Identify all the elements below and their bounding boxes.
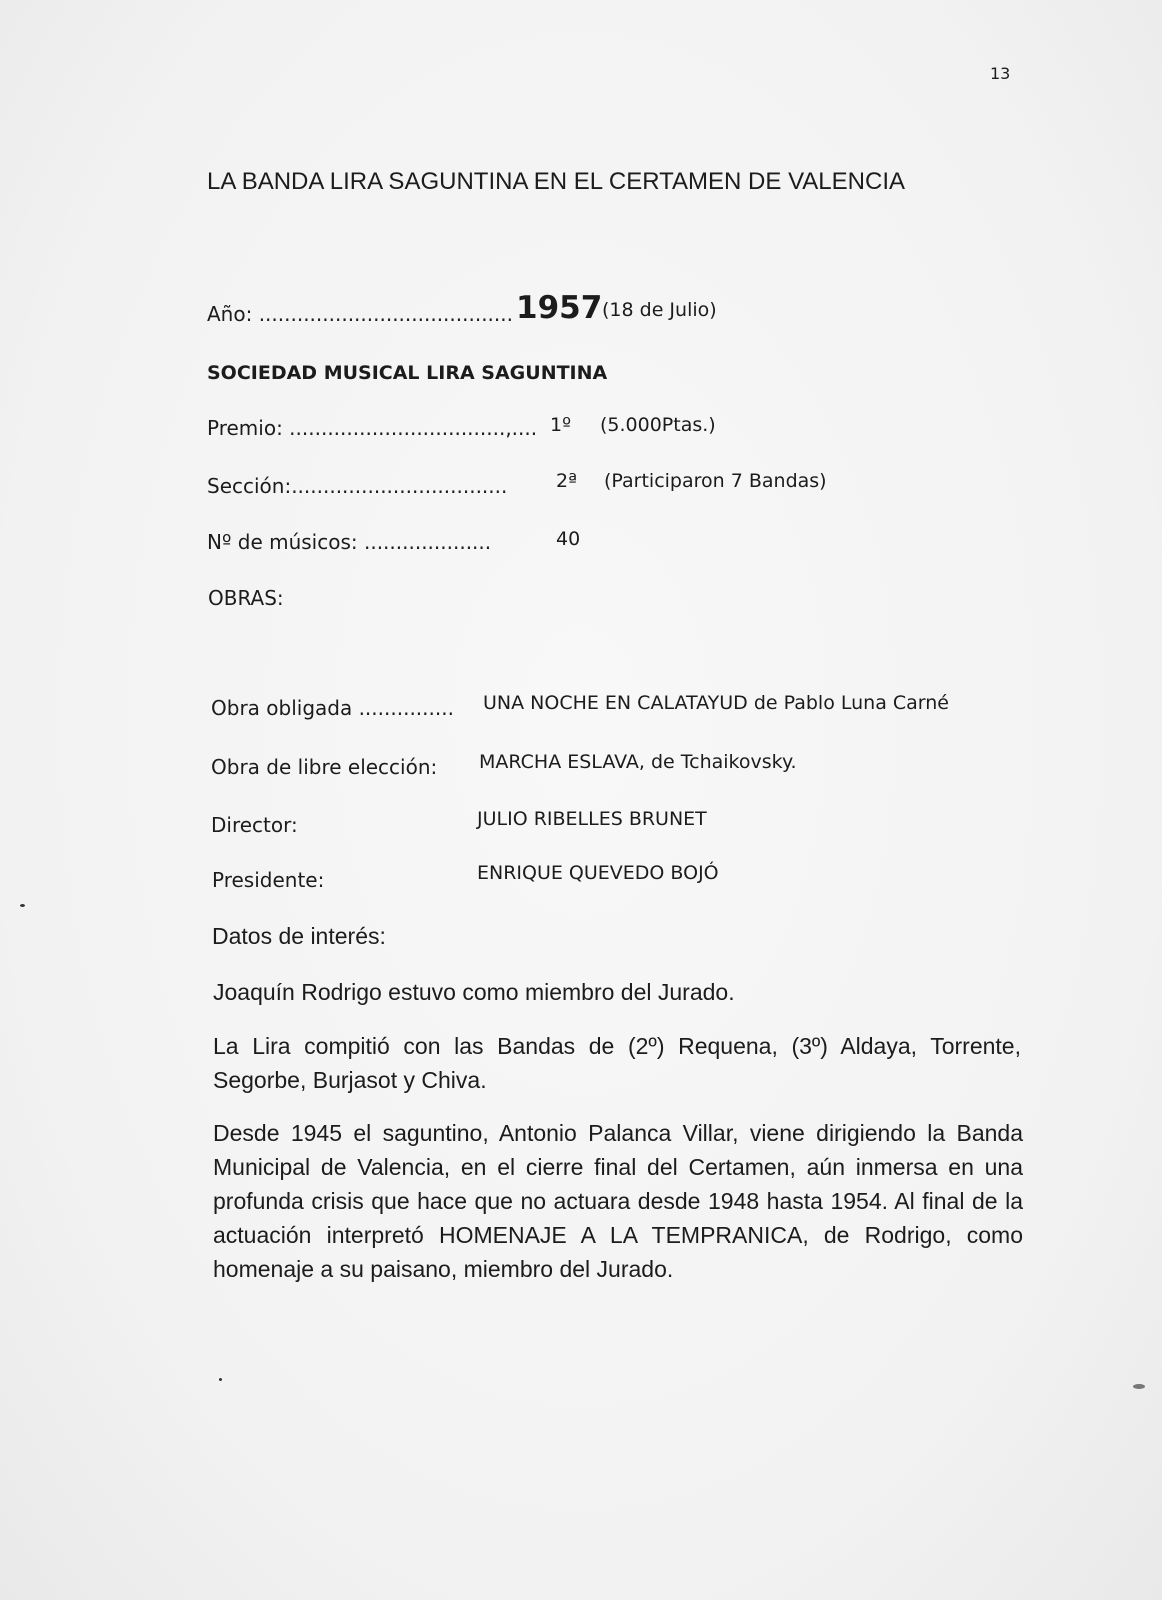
premio-value: 1º: [550, 414, 572, 436]
year-value: 1957: [516, 290, 603, 326]
musicos-label: Nº de músicos: ....................: [207, 530, 492, 554]
obra-obligada-value: UNA NOCHE EN CALATAYUD de Pablo Luna Carné: [483, 692, 950, 714]
year-label: Año: ........................................: [207, 302, 513, 326]
obra-obligada-label: Obra obligada ...............: [211, 696, 454, 720]
scan-speck: [20, 904, 25, 907]
year-date: (18 de Julio): [602, 299, 717, 321]
premio-label: Premio: ..................................,....: [207, 416, 538, 440]
paragraph-palanca: Desde 1945 el saguntino, Antonio Palanca Villar, viene dirigiendo la Banda Municipal de Valencia, en el cierre final del Certamen, aún inmersa en una profunda crisis que hace que no actuara desde 1948 hasta 1954. Al final de la actuación interpretó HOMENAJE A LA TEMPRANICA, de Rodrigo, como homenaje a su paisano, miembro del Jurado.: [213, 1120, 1023, 1282]
seccion-value: 2ª: [556, 470, 578, 492]
obra-libre-label: Obra de libre elección:: [211, 755, 438, 779]
obras-label: OBRAS:: [208, 586, 284, 610]
director-label: Director:: [211, 813, 298, 837]
document-title: LA BANDA LIRA SAGUNTINA EN EL CERTAMEN DE VALENCIA: [207, 168, 905, 195]
seccion-label: Sección:..................................: [207, 474, 508, 498]
datos-label: Datos de interés:: [212, 923, 386, 949]
paragraph-jurado: Joaquín Rodrigo estuvo como miembro del Jurado.: [213, 979, 735, 1005]
page-number: 13: [990, 64, 1011, 83]
scan-speck: [219, 1378, 222, 1381]
paragraph-competidores: La Lira compitió con las Bandas de (2º) Requena, (3º) Aldaya, Torrente, Segorbe, Burjasot y Chiva.: [213, 1033, 1021, 1093]
presidente-label: Presidente:: [212, 868, 325, 892]
director-value: JULIO RIBELLES BRUNET: [477, 808, 707, 830]
presidente-value: ENRIQUE QUEVEDO BOJÓ: [477, 862, 719, 884]
obra-libre-value: MARCHA ESLAVA, de Tchaikovsky.: [479, 751, 797, 773]
musicos-value: 40: [556, 528, 581, 550]
scan-speck: [1133, 1384, 1145, 1389]
seccion-note: (Participaron 7 Bandas): [604, 470, 827, 492]
society-name: SOCIEDAD MUSICAL LIRA SAGUNTINA: [207, 362, 608, 384]
premio-note: (5.000Ptas.): [600, 414, 716, 436]
